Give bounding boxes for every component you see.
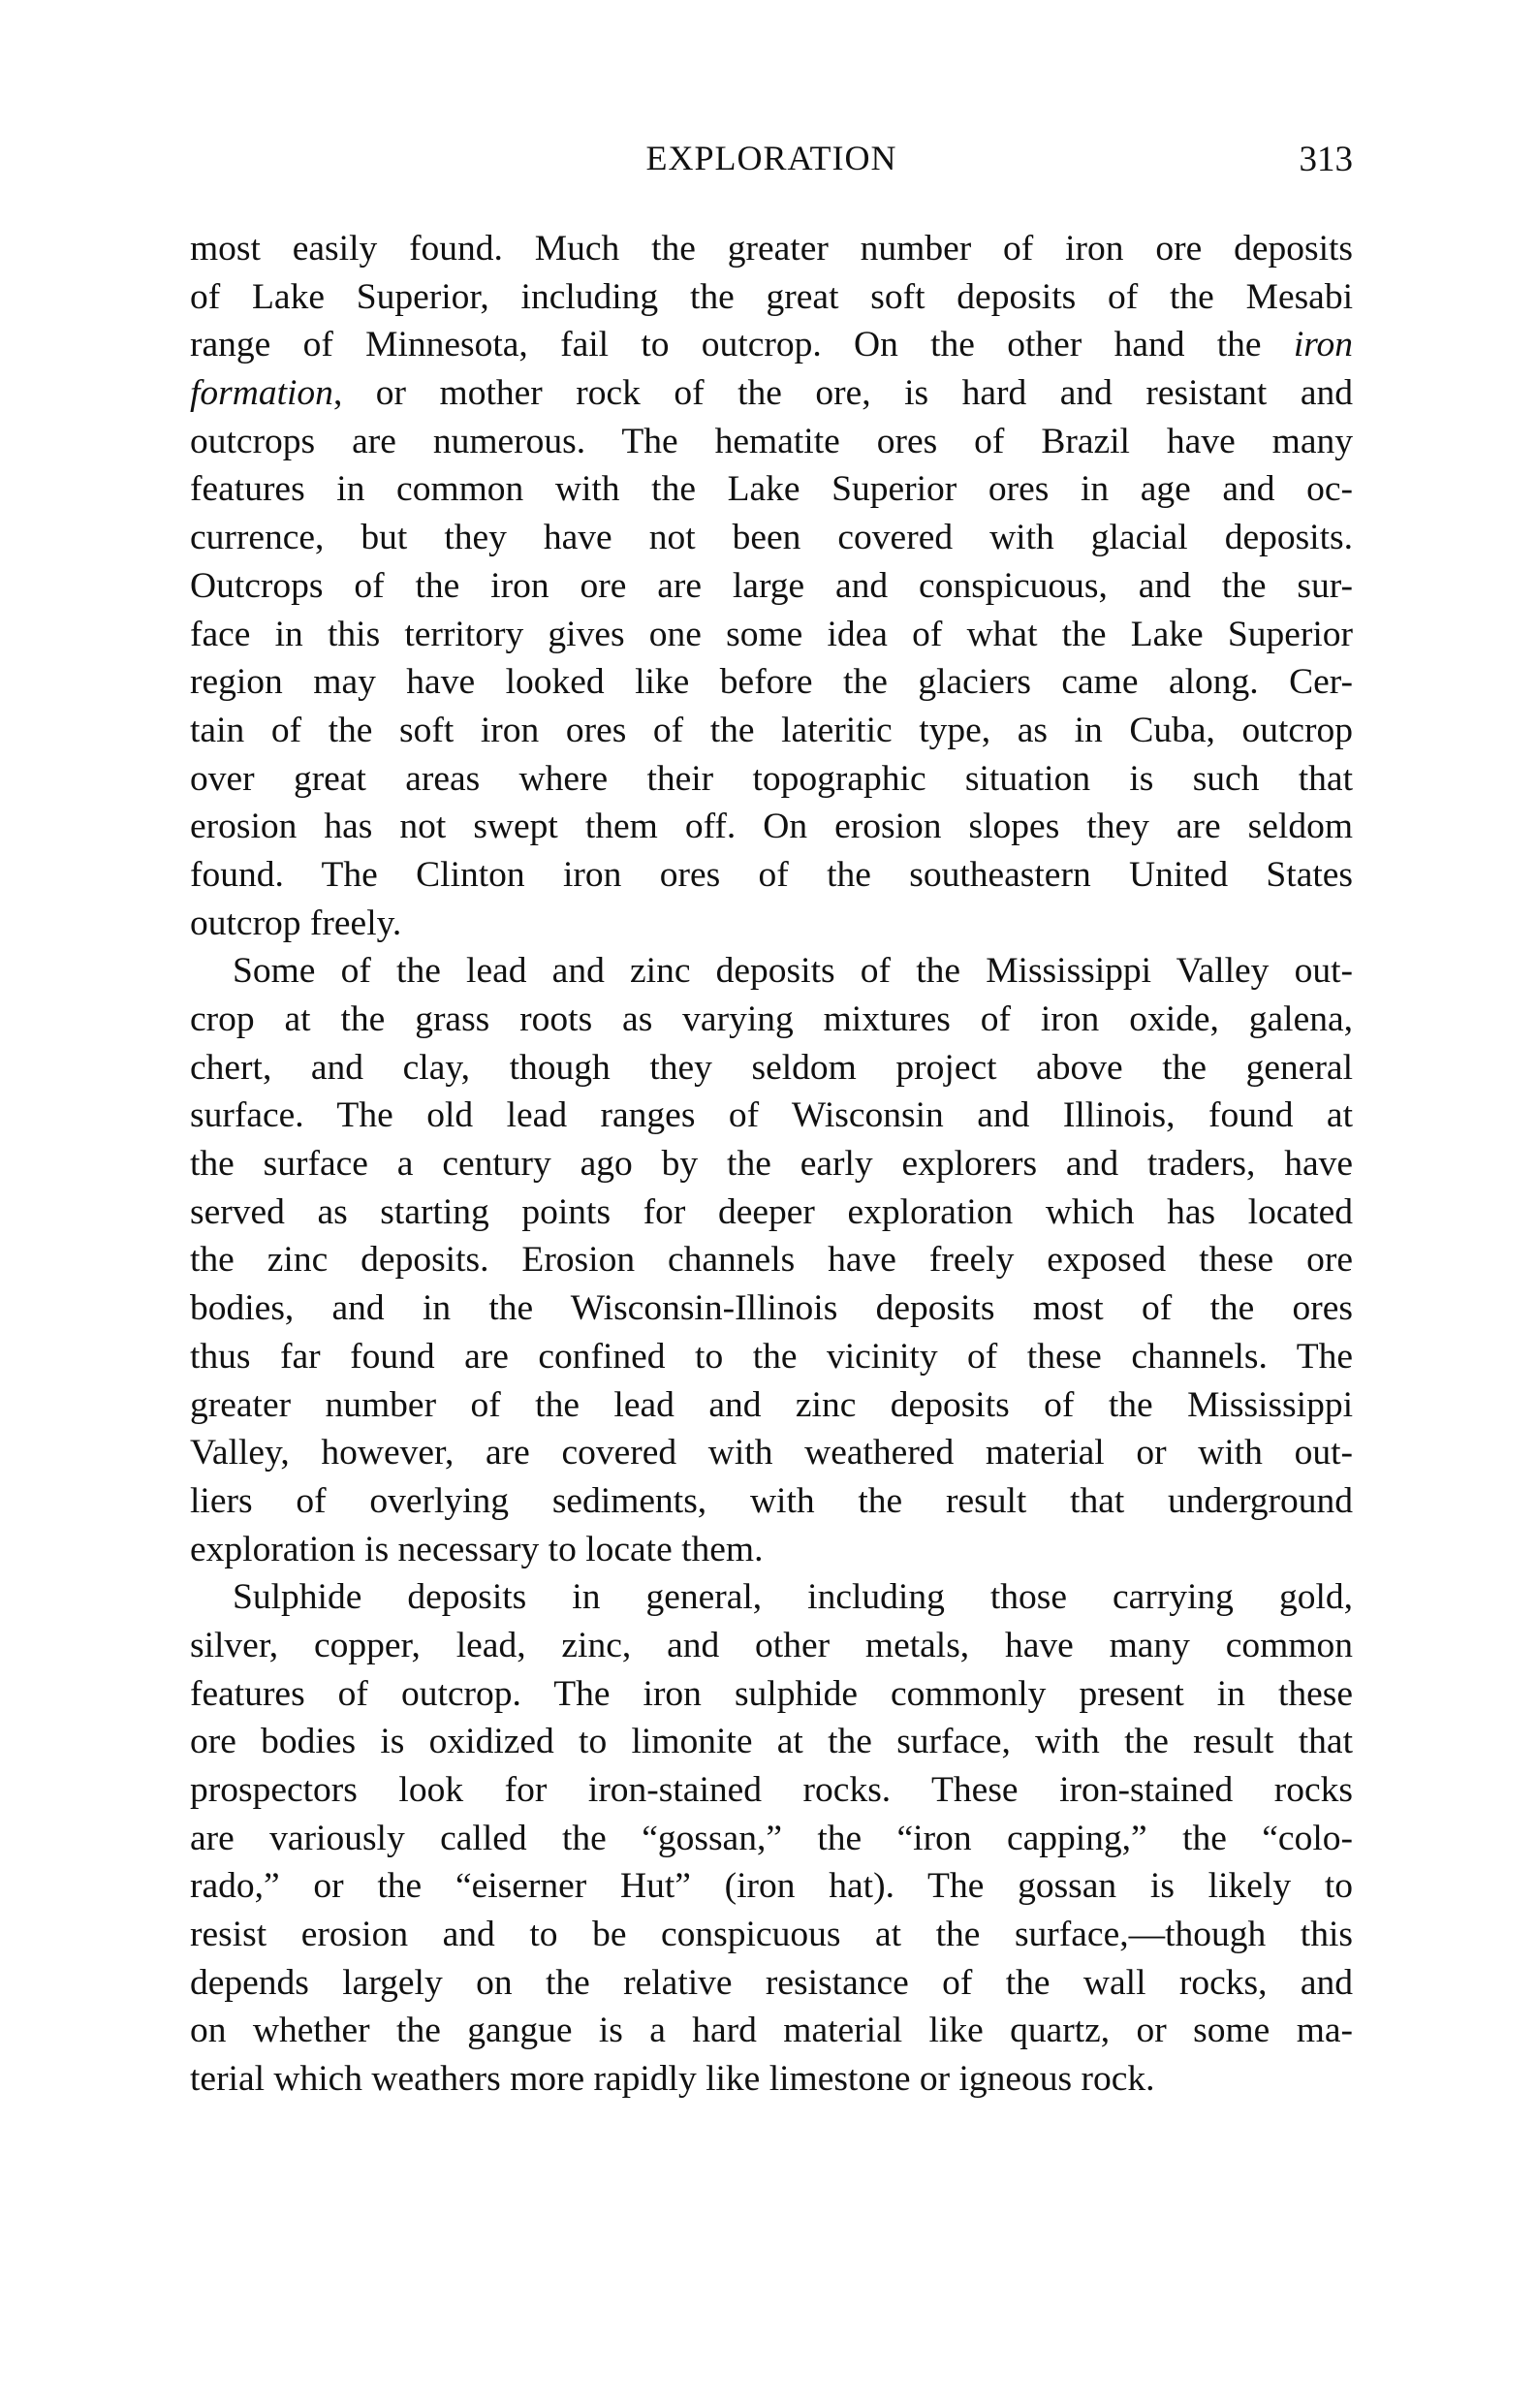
text-line: [190, 1236, 1353, 1284]
running-title: EXPLORATION: [645, 139, 897, 177]
text-line: [190, 562, 1353, 611]
text-line: [190, 707, 1353, 755]
text-line: [190, 514, 1353, 562]
text-line: [190, 1092, 1353, 1140]
line-text: found. The Clinton iron ores of the southeastern United States: [190, 854, 1353, 895]
text-line: [190, 2007, 1353, 2055]
line-text: prospectors look for iron-stained rocks. These iron-stained rocks: [190, 1770, 1353, 1810]
line-text: crop at the grass roots as varying mixtures of iron oxide, galena,: [190, 999, 1353, 1039]
line-text: depends largely on the relative resistance of the wall rocks, and: [190, 1962, 1353, 2003]
text-line: [190, 1526, 1353, 1574]
line-text: Outcrops of the iron ore are large and conspicuous, and the sur-: [190, 565, 1353, 606]
text-line: [190, 1188, 1353, 1237]
text-line: [190, 1670, 1353, 1719]
line-text: thus far found are confined to the vicinity of these channels. The: [190, 1336, 1353, 1377]
italic-term: iron: [1293, 325, 1353, 365]
line-text: surface. The old lead ranges of Wisconsin and Illinois, found at: [190, 1095, 1353, 1136]
line-text: on whether the gangue is a hard material like quartz, or some ma-: [190, 2011, 1353, 2051]
line-text: exploration is necessary to locate them.: [190, 1529, 764, 1569]
text-line: [190, 755, 1353, 804]
text-line: [190, 2055, 1353, 2104]
text-line: [190, 947, 1353, 996]
line-text: greater number of the lead and zinc deposits of the Mississippi: [190, 1384, 1353, 1425]
line-text: over great areas where their topographic situation is such that: [190, 758, 1353, 799]
line-text: Sulphide deposits in general, including those carrying gold,: [233, 1577, 1353, 1618]
line-text: the surface a century ago by the early explorers and traders, have: [190, 1144, 1353, 1185]
line-text: served as starting points for deeper exploration which has located: [190, 1191, 1353, 1232]
text-line: [190, 321, 1353, 369]
text-line: [190, 1284, 1353, 1333]
line-text: face in this territory gives one some idea of what the Lake Superior: [190, 614, 1353, 654]
text-line: [190, 1815, 1353, 1863]
line-text: Valley, however, are covered with weathered material or with out-: [190, 1433, 1353, 1473]
line-text: erosion has not swept them off. On erosion slopes they are seldom: [190, 807, 1353, 847]
line-text: region may have looked like before the glaciers came along. Cer-: [190, 662, 1353, 703]
text-line: [190, 225, 1353, 273]
line-text: features in common with the Lake Superior ores in age and oc-: [190, 469, 1353, 510]
line-text: resist erosion and to be conspicuous at the surface,—though this: [190, 1915, 1353, 1955]
text-line: [190, 369, 1353, 418]
text-line: [190, 1573, 1353, 1622]
italic-term: formation: [190, 373, 333, 414]
text-line: [190, 851, 1353, 900]
text-line: [190, 1333, 1353, 1381]
line-text: of Lake Superior, including the great soft deposits of the Mesabi: [190, 276, 1353, 317]
line-text: terial which weathers more rapidly like limestone or igneous rock.: [190, 2059, 1155, 2100]
text-line: [190, 1766, 1353, 1815]
text-line: [190, 803, 1353, 851]
line-text: chert, and clay, though they seldom project above the general: [190, 1047, 1353, 1088]
line-text: , or mother rock of the ore, is hard and resistant and: [332, 373, 1353, 414]
line-text: range of Minnesota, fail to outcrop. On the other hand the: [190, 325, 1294, 365]
line-text: are variously called the “gossan,” the “iron capping,” the “colo-: [190, 1818, 1353, 1858]
line-text: silver, copper, lead, zinc, and other metals, have many common: [190, 1625, 1353, 1665]
text-line: [190, 1862, 1353, 1911]
text-line: [190, 611, 1353, 659]
text-line: [190, 418, 1353, 466]
text-line: [190, 658, 1353, 707]
text-line: [190, 996, 1353, 1044]
paragraph: [190, 947, 1353, 1573]
body-text: [190, 225, 1353, 2104]
text-line: [190, 1044, 1353, 1093]
text-line: [190, 1959, 1353, 2008]
text-line: [190, 1718, 1353, 1766]
text-line: [190, 1429, 1353, 1477]
line-text: most easily found. Much the greater number of iron ore deposits: [190, 229, 1353, 269]
line-text: the zinc deposits. Erosion channels have freely exposed these ore: [190, 1240, 1353, 1281]
line-text: rado,” or the “eiserner Hut” (iron hat). The gossan is likely to: [190, 1866, 1353, 1907]
text-line: [190, 900, 1353, 948]
paragraph: [190, 1573, 1353, 2104]
text-line: [190, 1477, 1353, 1526]
text-line: [190, 1622, 1353, 1670]
line-text: currence, but they have not been covered with glacial deposits.: [190, 518, 1353, 558]
line-text: ore bodies is oxidized to limonite at the surface, with the result that: [190, 1722, 1353, 1762]
text-line: [190, 1381, 1353, 1430]
line-text: outcrop freely.: [190, 903, 402, 943]
line-text: outcrops are numerous. The hematite ores of Brazil have many: [190, 421, 1353, 461]
running-head: [190, 134, 1353, 182]
text-line: [190, 1140, 1353, 1188]
page-number: 313: [1299, 140, 1353, 179]
line-text: bodies, and in the Wisconsin-Illinois deposits most of the ores: [190, 1288, 1353, 1329]
text-line: [190, 1911, 1353, 1959]
line-text: Some of the lead and zinc deposits of the Mississippi Valley out-: [233, 951, 1353, 992]
line-text: liers of overlying sediments, with the result that underground: [190, 1480, 1353, 1521]
text-line: [190, 273, 1353, 322]
line-text: features of outcrop. The iron sulphide commonly present in these: [190, 1673, 1353, 1714]
line-text: tain of the soft iron ores of the lateritic type, as in Cuba, outcrop: [190, 710, 1353, 750]
paragraph: [190, 225, 1353, 947]
text-line: [190, 465, 1353, 514]
